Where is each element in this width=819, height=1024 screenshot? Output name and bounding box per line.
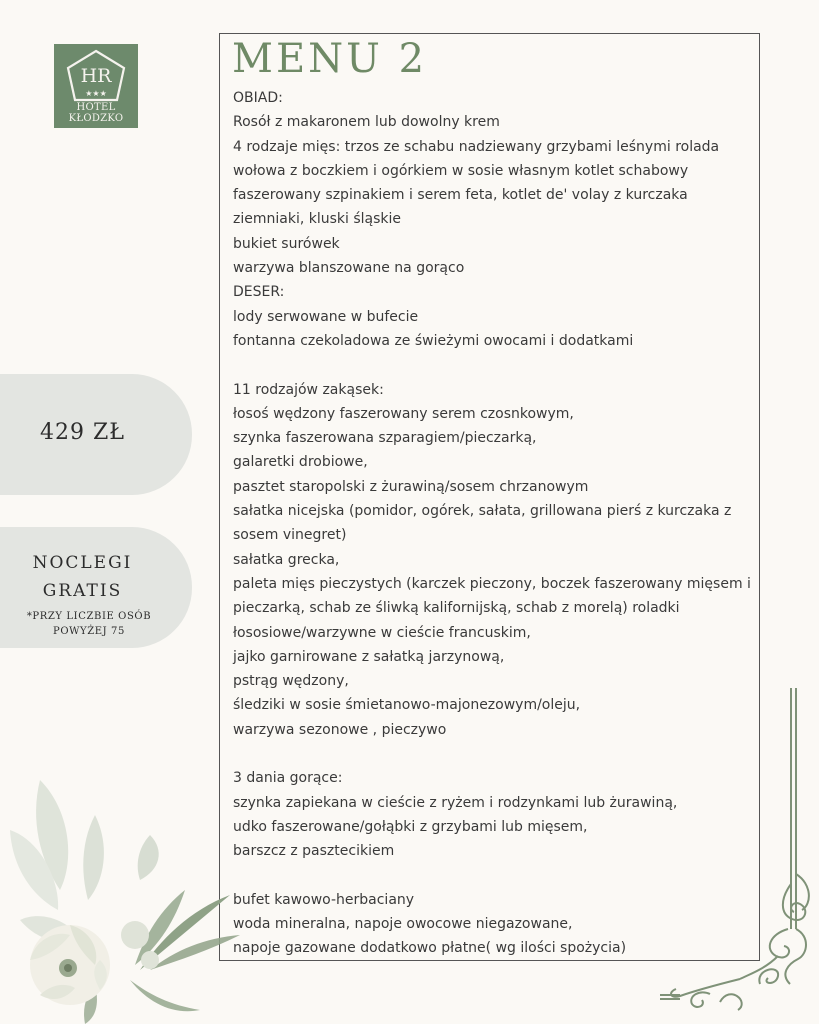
- menu-line: Rosół z makaronem lub dowolny krem: [233, 114, 500, 131]
- menu-line: łosoś wędzony faszerowany serem czosnkowym,: [233, 405, 574, 422]
- menu-line: paleta mięs pieczystych (karczek pieczony, boczek faszerowany mięsem i: [233, 575, 751, 592]
- menu-line: śledziki w sosie śmietanowo-majonezowym/oleju,: [233, 697, 581, 714]
- accommodation-note-line1: *PRZY LICZBIE OSÓB: [26, 611, 152, 622]
- menu-line: lody serwowane w bufecie: [233, 308, 419, 325]
- menu-line: łososiowe/warzywne w cieście francuskim,: [233, 624, 531, 641]
- menu-line: pieczarką, schab ze śliwką kalifornijską, schab z morelą) roladki: [233, 600, 680, 617]
- accommodation-note: [0, 609, 178, 639]
- menu-line: [233, 353, 758, 377]
- menu-line: 3 dania gorące:: [233, 770, 343, 787]
- menu-line: sosem vinegret): [233, 527, 347, 544]
- floral-decoration-icon: [0, 770, 260, 1024]
- menu-line: sałatka grecka,: [233, 551, 340, 568]
- menu-line: woda mineralna, napoje owocowe niegazowane,: [233, 916, 573, 933]
- menu-line: DESER:: [233, 284, 285, 301]
- menu-line: faszerowany szpinakiem i serem feta, kotlet de' volay z kurczaka: [233, 187, 688, 204]
- menu-line: sałatka nicejska (pomidor, ogórek, sałata, grillowana pierś z kurczaka z: [233, 503, 732, 520]
- price-badge: [0, 374, 192, 495]
- menu-line: pstrąg wędzony,: [233, 673, 349, 690]
- menu-line: udko faszerowane/gołąbki z grzybami lub mięsem,: [233, 818, 588, 835]
- logo-stars-icon: ★★★: [85, 89, 107, 98]
- logo-line-hotel: HOTEL: [76, 102, 116, 113]
- menu-line: 4 rodzaje mięs: trzos ze schabu nadziewany grzybami leśnymi rolada: [233, 138, 720, 155]
- menu-line: barszcz z pasztecikiem: [233, 843, 395, 860]
- accommodation-title: [0, 549, 165, 605]
- logo-line-city: KŁODZKO: [68, 113, 124, 124]
- accommodation-note-line2: POWYŻEJ 75: [53, 626, 125, 637]
- accommodation-title-line1: NOCLEGI: [32, 553, 133, 573]
- menu-line: ziemniaki, kluski śląskie: [233, 211, 402, 228]
- menu-line: warzywa sezonowe , pieczywo: [233, 721, 447, 738]
- hotel-logo: [54, 44, 138, 128]
- menu-title: MENU 2: [232, 36, 428, 82]
- menu-line: galaretki drobiowe,: [233, 454, 368, 471]
- menu-line: jajko garnirowane z sałatką jarzynową,: [233, 648, 505, 665]
- menu-line: wołowa z boczkiem i ogórkiem w sosie własnym kotlet schabowy: [233, 162, 689, 179]
- ornament-flourish-icon: [660, 684, 819, 1024]
- menu-line: szynka faszerowana szparagiem/pieczarką,: [233, 430, 537, 447]
- menu-line: szynka zapiekana w cieście z ryżem i rodzynkami lub żurawiną,: [233, 794, 678, 811]
- accommodation-badge: [0, 527, 192, 648]
- menu-line: bufet kawowo-herbaciany: [233, 891, 415, 908]
- menu-line: warzywa blanszowane na gorąco: [233, 260, 465, 277]
- menu-line: bukiet surówek: [233, 235, 340, 252]
- menu-line: OBIAD:: [233, 90, 283, 106]
- price-text: 429 ZŁ: [40, 420, 125, 445]
- menu-line: fontanna czekoladowa ze świeżymi owocami i dodatkami: [233, 332, 634, 349]
- menu-line: 11 rodzajów zakąsek:: [233, 381, 384, 398]
- menu-line: napoje gazowane dodatkowo płatne( wg ilości spożycia): [233, 940, 627, 957]
- menu-line: pasztet staropolski z żurawiną/sosem chrzanowym: [233, 478, 589, 495]
- accommodation-title-line2: GRATIS: [42, 581, 123, 601]
- logo-initials: HR: [80, 65, 112, 87]
